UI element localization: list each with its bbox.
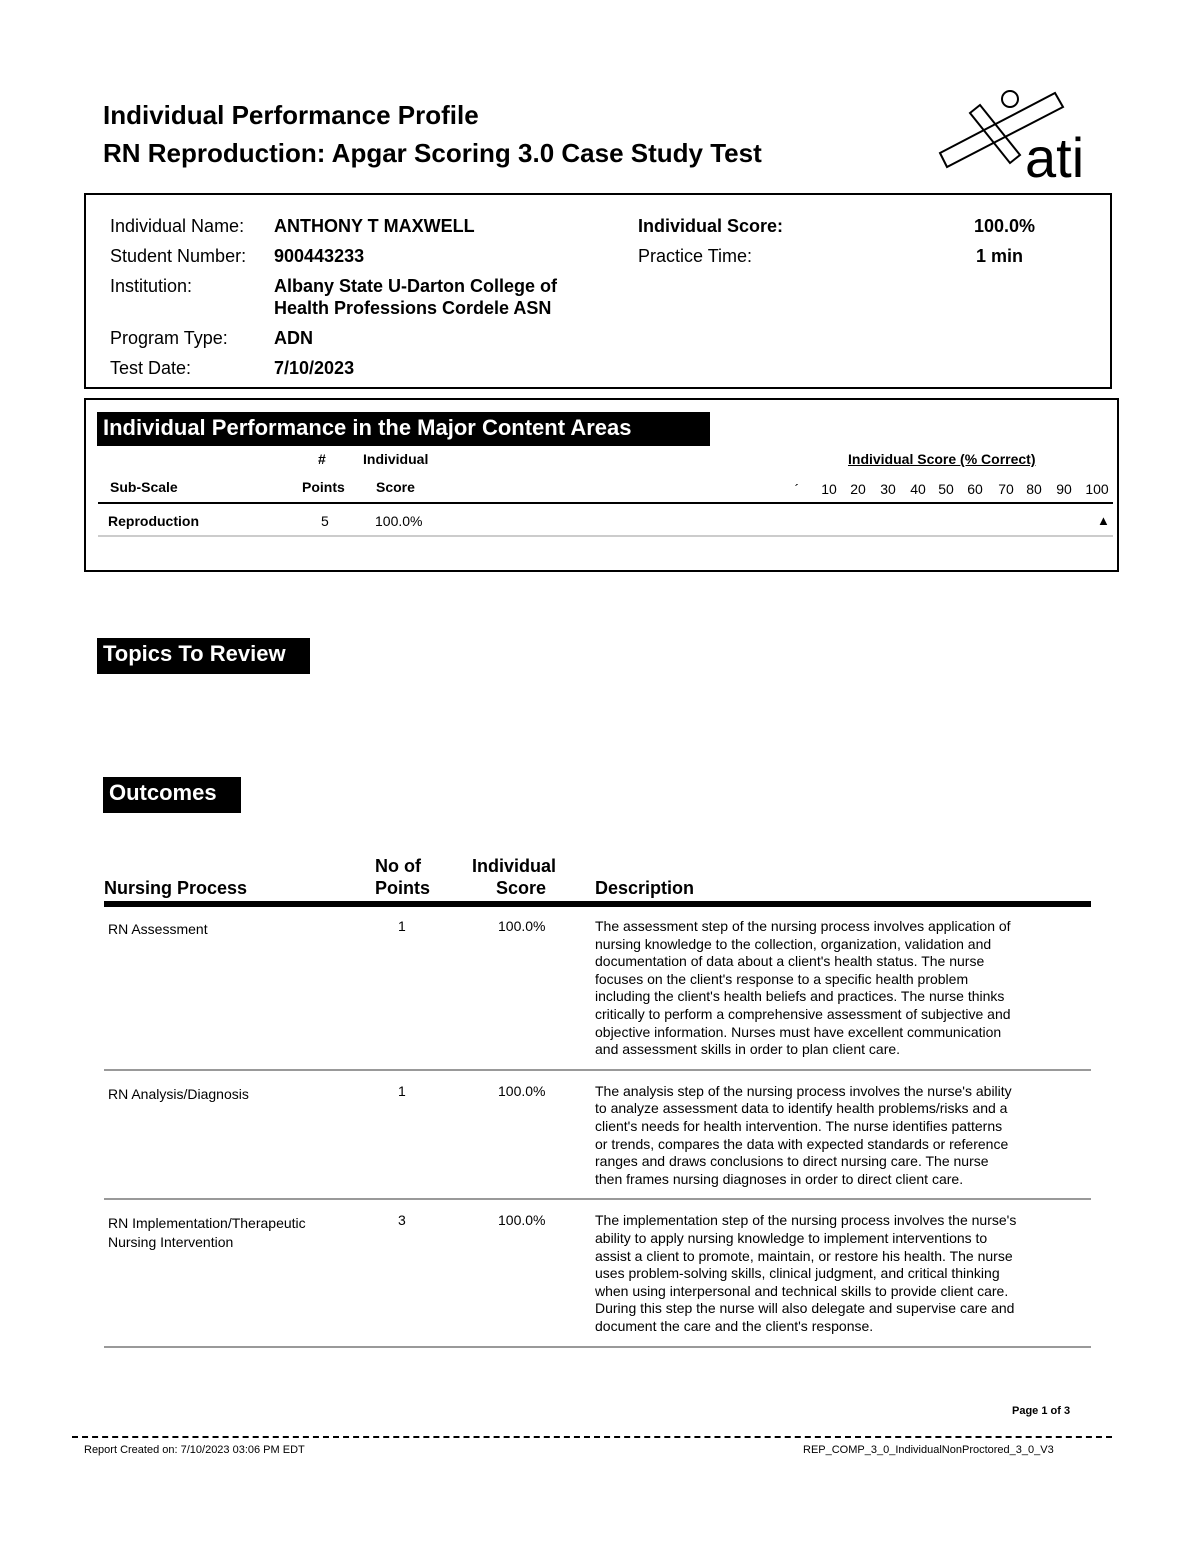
process-score: 100.0% [498, 1212, 546, 1229]
scale-tick: ´ [794, 481, 800, 497]
program-type-label: Program Type: [110, 328, 228, 348]
process-name-line2: Nursing Intervention [108, 1234, 234, 1251]
ati-logo [935, 85, 1110, 185]
process-name: RN Analysis/Diagnosis [108, 1085, 249, 1102]
institution-line1: Albany State U-Darton College of [274, 276, 558, 296]
description-line: and assessment skills in order to plan client care. [595, 1041, 901, 1058]
scale-tick: 30 [880, 481, 896, 497]
description-line: objective information. Nurses must have excellent communication [595, 1023, 1002, 1040]
description-line: focuses on the client's response to a specific health problem [595, 970, 969, 987]
footer-divider [72, 1436, 1112, 1438]
description-line: when using interpersonal and technical skills to provide client care. [595, 1282, 1009, 1299]
outcome-row-divider [104, 1346, 1091, 1348]
process-points: 1 [398, 1082, 406, 1099]
program-type-value: ADN [274, 328, 313, 348]
points-header-line1: No of [375, 856, 421, 876]
score-col-top: Individual [363, 451, 429, 467]
description-line: to analyze assessment data to identify health problems/risks and a [595, 1100, 1008, 1117]
process-name: RN Assessment [108, 921, 208, 937]
report-created: Report Created on: 7/10/2023 03:06 PM EDT [84, 1444, 305, 1456]
row-divider [98, 535, 1113, 537]
description-line: documentation of data about a client's health status. The nurse [595, 953, 985, 970]
score-marker: ▲ [1097, 513, 1110, 528]
student-number-value: 900443233 [274, 246, 365, 266]
scale-tick: 10 [821, 481, 837, 497]
individual-score-value: 100.0% [974, 216, 1036, 236]
points-col-top: # [318, 451, 326, 467]
description-line: ability to apply nursing knowledge to implement interventions to [595, 1230, 988, 1246]
practice-time-label: Practice Time: [638, 246, 753, 266]
scale-tick: 70 [998, 481, 1014, 497]
process-points: 1 [398, 918, 406, 934]
scale-tick: 60 [967, 481, 983, 497]
scale-tick: 20 [850, 481, 866, 497]
description-line: The implementation step of the nursing process involves the nurse's [595, 1212, 1017, 1229]
process-score: 100.0% [498, 1082, 546, 1099]
report-id: REP_COMP_3_0_IndividualNonProctored_3_0_V3 [803, 1444, 1054, 1456]
description-line: document the care and the client's response. [595, 1318, 874, 1334]
subscale-col-header: Sub-Scale [110, 479, 178, 495]
individual-score-label: Individual Score: [638, 216, 784, 236]
points-header-line2: Points [375, 878, 431, 898]
header-rule [98, 502, 1113, 504]
page-title: Individual Performance Profile [103, 100, 479, 130]
outcome-row-divider [104, 1069, 1091, 1071]
description-header: Description [595, 878, 695, 898]
scale-tick: 100 [1085, 481, 1109, 497]
name-value: ANTHONY T MAXWELL [274, 216, 475, 236]
outcomes-banner: Outcomes [103, 777, 241, 813]
description-line: The assessment step of the nursing process involves application of [595, 918, 1011, 934]
name-label: Individual Name: [110, 216, 245, 236]
description-line: ranges and draws conclusions to direct nursing care. The nurse [595, 1153, 989, 1170]
test-date-label: Test Date: [110, 358, 192, 378]
description-line: assist a client to promote, maintain, or restore his health. The nurse [595, 1247, 1013, 1264]
score-header-line2: Score [496, 878, 547, 898]
scale-tick: 40 [910, 481, 926, 497]
score-header-line1: Individual [472, 856, 557, 876]
description-line: then frames nursing diagnoses in order to direct client care. [595, 1170, 964, 1187]
test-title: RN Reproduction: Apgar Scoring 3.0 Case Study Test [103, 138, 762, 168]
process-points: 3 [398, 1212, 406, 1229]
score-col-header: Score [376, 479, 415, 495]
outcome-row-divider [104, 1198, 1091, 1200]
process-name: RN Implementation/Therapeutic [108, 1215, 306, 1232]
description-line: critically to perform a comprehensive assessment of subjective and [595, 1006, 1011, 1022]
description-line: During this step the nurse will also delegate and supervise care and [595, 1300, 1015, 1317]
subscale-score: 100.0% [375, 513, 423, 529]
practice-time-value: 1 min [976, 246, 1024, 266]
scale-tick: 50 [938, 481, 954, 497]
scale-tick: 80 [1026, 481, 1042, 497]
description-line: including the client's health beliefs and practices. The nurse thinks [595, 988, 1005, 1005]
institution-line2: Health Professions Cordele ASN [274, 298, 552, 318]
description-line: The analysis step of the nursing process involves the nurse's ability [595, 1082, 1012, 1099]
test-date-value: 7/10/2023 [274, 358, 355, 378]
subscale-name: Reproduction [108, 513, 199, 529]
outcomes-header-rule [104, 901, 1091, 907]
logo-text: ati [1025, 126, 1085, 185]
chart-title: Individual Score (% Correct) [848, 451, 1036, 467]
topics-banner: Topics To Review [97, 638, 310, 674]
institution-label: Institution: [110, 276, 193, 296]
page-number: Page 1 of 3 [1012, 1405, 1071, 1417]
description-line: client's needs for health intervention. The nurse identifies patterns [595, 1118, 1003, 1134]
description-line: nursing knowledge to the collection, organization, validation and [595, 935, 992, 952]
description-line: or trends, compares the data with expected standards or reference [595, 1135, 1009, 1152]
subscale-points: 5 [321, 513, 329, 529]
scale-tick: 90 [1056, 481, 1072, 497]
nursing-process-header: Nursing Process [104, 878, 248, 898]
process-score: 100.0% [498, 918, 546, 934]
description-line: uses problem-solving skills, clinical judgment, and critical thinking [595, 1265, 1000, 1282]
major-content-banner: Individual Performance in the Major Content Areas [97, 412, 710, 446]
student-number-label: Student Number: [110, 246, 247, 266]
points-col-header: Points [302, 479, 345, 495]
